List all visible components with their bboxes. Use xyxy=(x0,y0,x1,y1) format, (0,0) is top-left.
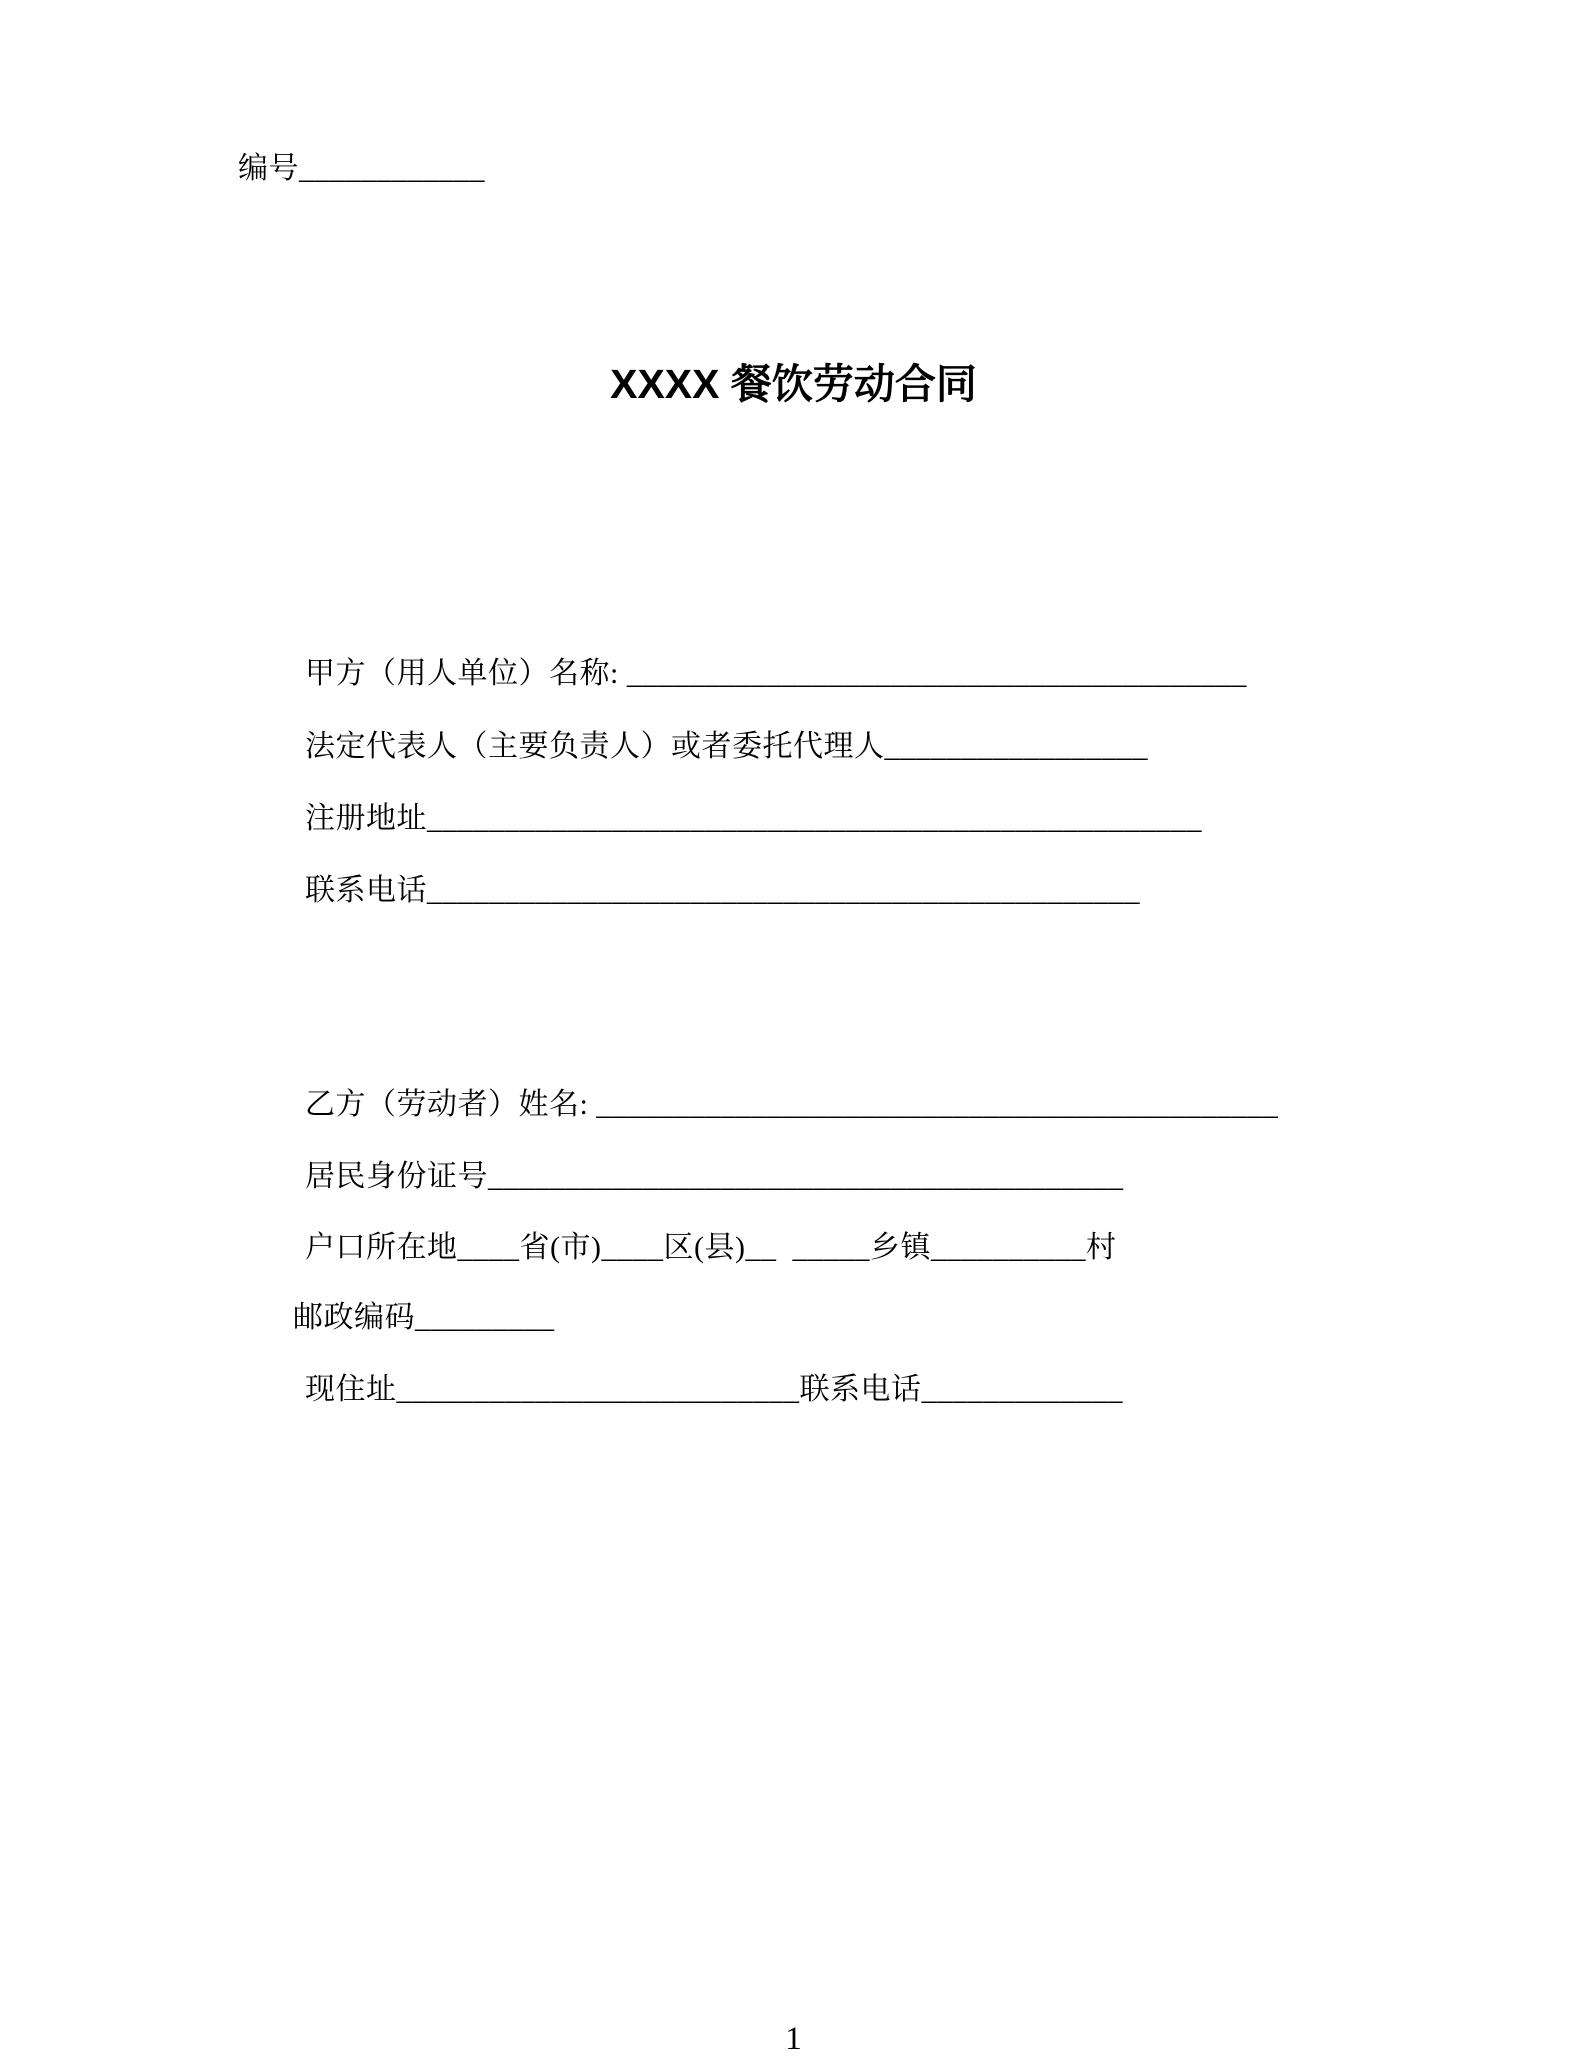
id-number-line: 居民身份证号_________________________________________ xyxy=(305,1160,1124,1193)
party-a-phone-line: 联系电话______________________________________________ xyxy=(305,874,1140,907)
document-title: XXXX 餐饮劳动合同 xyxy=(610,361,977,407)
postal-code-line: 邮政编码_________ xyxy=(293,1301,555,1334)
serial-number-line: 编号____________ xyxy=(238,152,485,185)
registered-address-line: 注册地址__________________________________________________ xyxy=(305,802,1202,835)
party-b-name-line: 乙方（劳动者）姓名: ____________________________________________ xyxy=(305,1088,1279,1121)
legal-representative-line: 法定代表人（主要负责人）或者委托代理人_________________ xyxy=(305,730,1148,763)
party-a-name-line: 甲方（用人单位）名称: ________________________________________ xyxy=(305,657,1247,690)
residence-location-line: 户口所在地____省(市)____区(县)__ _____乡镇__________村 xyxy=(305,1231,1117,1264)
page-number: 1 xyxy=(785,2021,802,2057)
current-address-phone-line: 现住址__________________________联系电话_____________ xyxy=(305,1373,1123,1406)
